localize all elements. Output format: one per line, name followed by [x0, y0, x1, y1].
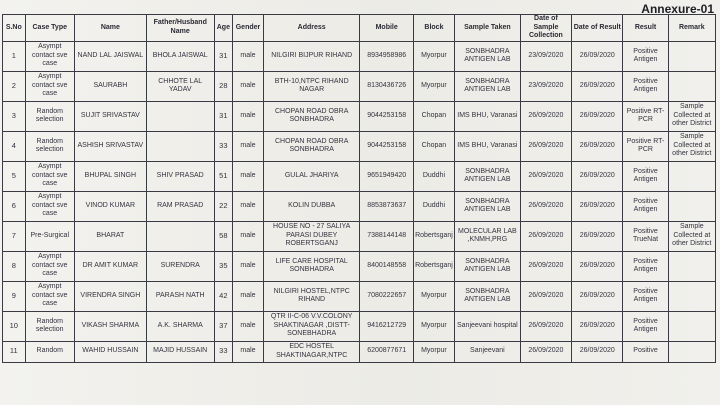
gender-cell: male	[233, 251, 264, 281]
column-header: Age	[214, 15, 232, 42]
table-row	[3, 251, 716, 281]
case-type-cell: Random selection	[25, 101, 74, 131]
result-cell: Positive Antigen	[623, 281, 668, 311]
collection-date-cell: 26/09/2020	[520, 251, 571, 281]
block-cell: Myorpur	[413, 281, 454, 311]
result-date-cell: 26/09/2020	[572, 41, 623, 71]
remark-cell	[668, 251, 715, 281]
father-husband-name-cell: MAJID HUSSAIN	[146, 341, 214, 362]
remark-cell: Sample Collected at other District	[668, 131, 715, 161]
father-husband-name-cell: CHHOTE LAL YADAV	[146, 71, 214, 101]
column-header: Gender	[233, 15, 264, 42]
sample-taken-cell: SONBHADRA ANTIGEN LAB	[454, 41, 520, 71]
address-cell: EDC HOSTEL SHAKTINAGAR,NTPC	[263, 341, 360, 362]
result-cell: Positive Antigen	[623, 161, 668, 191]
father-husband-name-cell: SURENDRA	[146, 251, 214, 281]
table-row	[3, 41, 716, 71]
collection-date-cell: 26/09/2020	[520, 341, 571, 362]
column-header: Result	[623, 15, 668, 42]
collection-date-cell: 26/09/2020	[520, 311, 571, 341]
result-date-cell: 26/09/2020	[572, 341, 623, 362]
collection-date-cell: 23/09/2020	[520, 41, 571, 71]
table-row	[3, 161, 716, 191]
result-cell: Positive Antigen	[623, 191, 668, 221]
case-type-cell: Asympt contact sve case	[25, 161, 74, 191]
table-row	[3, 221, 716, 251]
patient-name-cell: DR AMIT KUMAR	[74, 251, 146, 281]
patient-name-cell: SAURABH	[74, 71, 146, 101]
address-cell: NILGIRI HOSTEL,NTPC RIHAND	[263, 281, 360, 311]
block-cell: Myorpur	[413, 311, 454, 341]
patient-name-cell: VINOD KUMAR	[74, 191, 146, 221]
result-date-cell: 26/09/2020	[572, 101, 623, 131]
gender-cell: male	[233, 101, 264, 131]
column-header: Remark	[668, 15, 715, 42]
father-husband-name-cell	[146, 131, 214, 161]
column-header: S.No	[3, 15, 26, 42]
serial-number-cell: 11	[3, 341, 26, 362]
father-husband-name-cell: SHIV PRASAD	[146, 161, 214, 191]
table-row	[3, 71, 716, 101]
gender-cell: male	[233, 191, 264, 221]
mobile-number-cell: 9044253158	[360, 101, 413, 131]
sample-taken-cell: SONBHADRA ANTIGEN LAB	[454, 191, 520, 221]
table-row	[3, 131, 716, 161]
column-header: Mobile	[360, 15, 413, 42]
address-cell: LIFE CARE HOSPITAL SONBHADRA	[263, 251, 360, 281]
age-cell: 58	[214, 221, 232, 251]
mobile-number-cell: 8400148558	[360, 251, 413, 281]
patient-name-cell: WAHID HUSSAIN	[74, 341, 146, 362]
case-type-cell: Asympt contact sve case	[25, 281, 74, 311]
block-cell: Robertsganj	[413, 251, 454, 281]
result-cell: Positive RT-PCR	[623, 131, 668, 161]
table-body	[3, 41, 716, 362]
sample-taken-cell: SONBHADRA ANTIGEN LAB	[454, 281, 520, 311]
result-date-cell: 26/09/2020	[572, 71, 623, 101]
case-type-cell: Random	[25, 341, 74, 362]
column-header: Address	[263, 15, 360, 42]
collection-date-cell: 26/09/2020	[520, 191, 571, 221]
gender-cell: male	[233, 161, 264, 191]
remark-cell	[668, 71, 715, 101]
address-cell: CHOPAN ROAD OBRA SONBHADRA	[263, 101, 360, 131]
address-cell: BTH-10,NTPC RIHAND NAGAR	[263, 71, 360, 101]
block-cell: Robertsganj	[413, 221, 454, 251]
mobile-number-cell: 7388144148	[360, 221, 413, 251]
father-husband-name-cell: RAM PRASAD	[146, 191, 214, 221]
age-cell: 51	[214, 161, 232, 191]
block-cell: Chopan	[413, 101, 454, 131]
mobile-number-cell: 6200877671	[360, 341, 413, 362]
block-cell: Myorpur	[413, 341, 454, 362]
collection-date-cell: 26/09/2020	[520, 131, 571, 161]
result-cell: Positive Antigen	[623, 71, 668, 101]
mobile-number-cell: 9651949420	[360, 161, 413, 191]
gender-cell: male	[233, 341, 264, 362]
case-type-cell: Asympt contact sve case	[25, 71, 74, 101]
remark-cell	[668, 161, 715, 191]
address-cell: HOUSE NO - 27 SALIYA PARASI DUBEY ROBERTSGANJ	[263, 221, 360, 251]
address-cell: GULAL JHARIYA	[263, 161, 360, 191]
father-husband-name-cell	[146, 221, 214, 251]
gender-cell: male	[233, 281, 264, 311]
collection-date-cell: 23/09/2020	[520, 71, 571, 101]
age-cell: 28	[214, 71, 232, 101]
gender-cell: male	[233, 311, 264, 341]
block-cell: Duddhi	[413, 191, 454, 221]
serial-number-cell: 10	[3, 311, 26, 341]
sample-taken-cell: SONBHADRA ANTIGEN LAB	[454, 161, 520, 191]
address-cell: NILGIRI BIJPUR RIHAND	[263, 41, 360, 71]
age-cell: 42	[214, 281, 232, 311]
sample-taken-cell: MOLECULAR LAB ,KNMH,PRG	[454, 221, 520, 251]
age-cell: 37	[214, 311, 232, 341]
collection-date-cell: 26/09/2020	[520, 281, 571, 311]
case-type-cell: Random selection	[25, 311, 74, 341]
remark-cell	[668, 311, 715, 341]
patient-name-cell: SUJIT SRIVASTAV	[74, 101, 146, 131]
sample-taken-cell: SONBHADRA ANTIGEN LAB	[454, 251, 520, 281]
gender-cell: male	[233, 221, 264, 251]
remark-cell: Sample Collected at other District	[668, 221, 715, 251]
result-cell: Positive	[623, 341, 668, 362]
header-row	[3, 15, 716, 42]
remark-cell	[668, 191, 715, 221]
gender-cell: male	[233, 131, 264, 161]
serial-number-cell: 3	[3, 101, 26, 131]
column-header: Name	[74, 15, 146, 42]
column-header: Case Type	[25, 15, 74, 42]
case-type-cell: Pre-Surgical	[25, 221, 74, 251]
result-date-cell: 26/09/2020	[572, 131, 623, 161]
result-cell: Positive Antigen	[623, 41, 668, 71]
column-header: Block	[413, 15, 454, 42]
mobile-number-cell: 7080222657	[360, 281, 413, 311]
gender-cell: male	[233, 71, 264, 101]
age-cell: 33	[214, 131, 232, 161]
age-cell: 22	[214, 191, 232, 221]
father-husband-name-cell: BHOLA JAISWAL	[146, 41, 214, 71]
table-row	[3, 101, 716, 131]
annexure-label: Annexure-01	[641, 2, 714, 16]
block-cell: Duddhi	[413, 161, 454, 191]
case-type-cell: Asympt contact sve case	[25, 191, 74, 221]
serial-number-cell: 9	[3, 281, 26, 311]
patient-name-cell: NAND LAL JAISWAL	[74, 41, 146, 71]
result-date-cell: 26/09/2020	[572, 251, 623, 281]
result-date-cell: 26/09/2020	[572, 191, 623, 221]
result-cell: Positive Antigen	[623, 311, 668, 341]
remark-cell: Sample Collected at other District	[668, 101, 715, 131]
gender-cell: male	[233, 41, 264, 71]
table-row	[3, 191, 716, 221]
result-date-cell: 26/09/2020	[572, 161, 623, 191]
collection-date-cell: 26/09/2020	[520, 221, 571, 251]
patient-name-cell: BHUPAL SINGH	[74, 161, 146, 191]
remark-cell	[668, 281, 715, 311]
sample-taken-cell: IMS BHU, Varanasi	[454, 131, 520, 161]
serial-number-cell: 1	[3, 41, 26, 71]
age-cell: 35	[214, 251, 232, 281]
address-cell: CHOPAN ROAD OBRA SONBHADRA	[263, 131, 360, 161]
father-husband-name-cell: A.K. SHARMA	[146, 311, 214, 341]
remark-cell	[668, 41, 715, 71]
sample-taken-cell: Sanjeevani	[454, 341, 520, 362]
table-row	[3, 341, 716, 362]
block-cell: Myorpur	[413, 41, 454, 71]
mobile-number-cell: 8934958986	[360, 41, 413, 71]
mobile-number-cell: 9044253158	[360, 131, 413, 161]
case-table	[2, 14, 716, 363]
case-type-cell: Asympt contact sve case	[25, 41, 74, 71]
age-cell: 31	[214, 41, 232, 71]
father-husband-name-cell: PARASH NATH	[146, 281, 214, 311]
sample-taken-cell: Sanjeevani hospital	[454, 311, 520, 341]
address-cell: QTR II-C-06 V.V.COLONY SHAKTINAGAR ,DISTT-SONEBHADRA	[263, 311, 360, 341]
result-cell: Positive RT-PCR	[623, 101, 668, 131]
block-cell: Myorpur	[413, 71, 454, 101]
result-date-cell: 26/09/2020	[572, 311, 623, 341]
column-header: Date of Sample Collection	[520, 15, 571, 42]
serial-number-cell: 2	[3, 71, 26, 101]
address-cell: KOLIN DUBBA	[263, 191, 360, 221]
patient-name-cell: VIKASH SHARMA	[74, 311, 146, 341]
sample-taken-cell: IMS BHU, Varanasi	[454, 101, 520, 131]
mobile-number-cell: 8853873637	[360, 191, 413, 221]
mobile-number-cell: 8130436726	[360, 71, 413, 101]
serial-number-cell: 7	[3, 221, 26, 251]
patient-name-cell: ASHISH SRIVASTAV	[74, 131, 146, 161]
table-row	[3, 281, 716, 311]
collection-date-cell: 26/09/2020	[520, 101, 571, 131]
patient-name-cell: VIRENDRA SINGH	[74, 281, 146, 311]
result-date-cell: 26/09/2020	[572, 281, 623, 311]
collection-date-cell: 26/09/2020	[520, 161, 571, 191]
sample-taken-cell: SONBHADRA ANTIGEN LAB	[454, 71, 520, 101]
column-header: Date of Result	[572, 15, 623, 42]
father-husband-name-cell	[146, 101, 214, 131]
case-type-cell: Random selection	[25, 131, 74, 161]
serial-number-cell: 6	[3, 191, 26, 221]
serial-number-cell: 5	[3, 161, 26, 191]
patient-name-cell: BHARAT	[74, 221, 146, 251]
age-cell: 33	[214, 341, 232, 362]
column-header: Sample Taken	[454, 15, 520, 42]
serial-number-cell: 8	[3, 251, 26, 281]
age-cell: 31	[214, 101, 232, 131]
table-row	[3, 311, 716, 341]
case-type-cell: Asympt contact sve case	[25, 251, 74, 281]
block-cell: Chopan	[413, 131, 454, 161]
result-date-cell: 26/09/2020	[572, 221, 623, 251]
mobile-number-cell: 9416212729	[360, 311, 413, 341]
result-cell: Positive Antigen	[623, 251, 668, 281]
result-cell: Positive TrueNat	[623, 221, 668, 251]
serial-number-cell: 4	[3, 131, 26, 161]
remark-cell	[668, 341, 715, 362]
column-header: Father/Husband Name	[146, 15, 214, 42]
